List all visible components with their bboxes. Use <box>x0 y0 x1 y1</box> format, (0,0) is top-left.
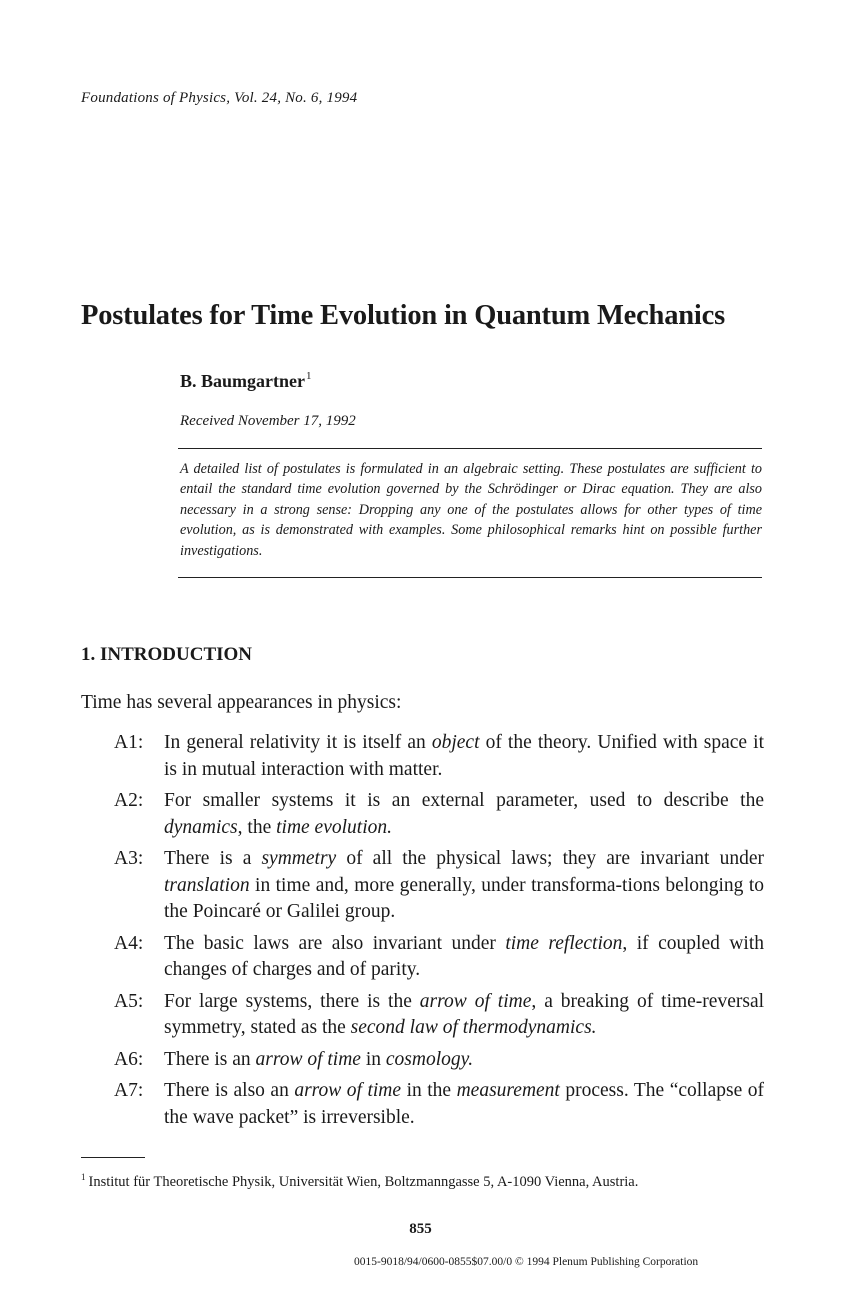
footnote-text: Institut für Theoretische Physik, Universität Wien, Boltzmanngasse 5, A-1090 Vienna, Austria. <box>88 1174 639 1190</box>
list-item-text <box>164 846 764 926</box>
text-segment: The basic laws are also invariant under <box>164 932 506 954</box>
list-item-text <box>164 931 764 984</box>
list-item-label: A5: <box>114 990 144 1012</box>
journal-citation: Foundations of Physics, Vol. 24, No. 6, 1994 <box>81 90 358 106</box>
list-item-label: A4: <box>114 932 144 954</box>
list-item-label: A3: <box>114 848 144 869</box>
list-item <box>114 989 764 1042</box>
author-footnote-mark: 1 <box>306 370 312 382</box>
abstract: A detailed list of postulates is formulated in an algebraic setting. These postulates are sufficient to entail the standard time evolution governed by the Schrödinger or Dirac equation. They are also necessary in a strong sense: Dropping any one of the postulates allows for other types of time evolution, as is demonstrated with examples. Some philosophical remarks hint on possible further investigations. <box>180 461 762 559</box>
list-item-text <box>164 788 764 841</box>
list-item-label: A6: <box>114 1048 144 1070</box>
emphasized-text: second law of thermodynamics. <box>350 1017 597 1038</box>
list-item-label: A2: <box>114 790 144 811</box>
section-lead-paragraph: Time has several appearances in physics: <box>81 692 402 713</box>
text-segment: , if coupled with changes of charges and of parity. <box>164 932 764 980</box>
text-segment: In general relativity it is itself an <box>164 732 432 753</box>
emphasized-text: time reflection <box>505 932 623 954</box>
emphasized-text: arrow of time <box>419 990 532 1012</box>
emphasized-text: time evolution. <box>276 816 392 838</box>
emphasized-text: arrow of time <box>255 1048 361 1070</box>
list-item-text <box>164 1078 764 1131</box>
emphasized-text: dynamics <box>164 816 238 838</box>
text-segment: in <box>360 1048 386 1070</box>
list-item <box>114 931 764 984</box>
text-segment: There is a <box>164 848 262 869</box>
footnote-rule <box>81 1157 145 1158</box>
text-segment: in the <box>401 1080 457 1101</box>
list-item <box>114 730 764 783</box>
abstract-bottom-rule <box>178 577 762 578</box>
text-segment: For smaller systems it is an external parameter, used to describe the <box>164 790 764 811</box>
text-segment: of all the physical laws; they are invariant under <box>336 848 764 869</box>
text-segment: , a breaking of time-reversal symmetry, stated as the <box>164 990 765 1038</box>
abstract-top-rule <box>178 448 762 449</box>
list-item-label: A7: <box>114 1080 144 1101</box>
list-item-text <box>164 1047 764 1074</box>
text-segment: , the <box>237 816 277 838</box>
emphasized-text: object <box>431 732 480 753</box>
copyright-line: 0015-9018/94/0600-0855$07.00/0 © 1994 Plenum Publishing Corporation <box>354 1256 699 1268</box>
footnote <box>81 1167 765 1193</box>
text-segment: process. The “collapse of the wave packet” is irreversible. <box>164 1080 765 1128</box>
text-segment: There is an <box>164 1048 256 1070</box>
appearances-list <box>114 730 764 1136</box>
list-item <box>114 1078 764 1131</box>
list-item-label: A1: <box>114 732 144 753</box>
list-item-text <box>164 730 764 783</box>
emphasized-text: symmetry <box>261 848 337 869</box>
emphasized-text: cosmology. <box>385 1048 474 1070</box>
emphasized-text: measurement <box>456 1080 560 1101</box>
emphasized-text: arrow of time <box>294 1080 402 1101</box>
author-name: B. Baumgartner <box>180 371 305 391</box>
section-heading: 1. INTRODUCTION <box>81 644 253 665</box>
list-item <box>114 846 764 926</box>
emphasized-text: translation <box>164 874 250 896</box>
footnote-mark: 1 <box>81 1172 86 1182</box>
text-segment: in time and, more generally, under transforma-tions belonging to the Poincaré or Galilei group. <box>164 874 764 922</box>
list-item <box>114 1047 764 1074</box>
text-segment: of the theory. Unified with space it is in mutual interaction with matter. <box>164 732 764 780</box>
text-segment: For large systems, there is the <box>164 990 420 1012</box>
text-segment: There is also an <box>164 1080 295 1101</box>
page-number: 855 <box>409 1221 432 1237</box>
paper-title: Postulates for Time Evolution in Quantum Mechanics <box>81 300 725 331</box>
list-item-text <box>164 989 764 1042</box>
list-item <box>114 788 764 841</box>
author-line <box>180 370 312 392</box>
received-date: Received November 17, 1992 <box>180 413 356 429</box>
